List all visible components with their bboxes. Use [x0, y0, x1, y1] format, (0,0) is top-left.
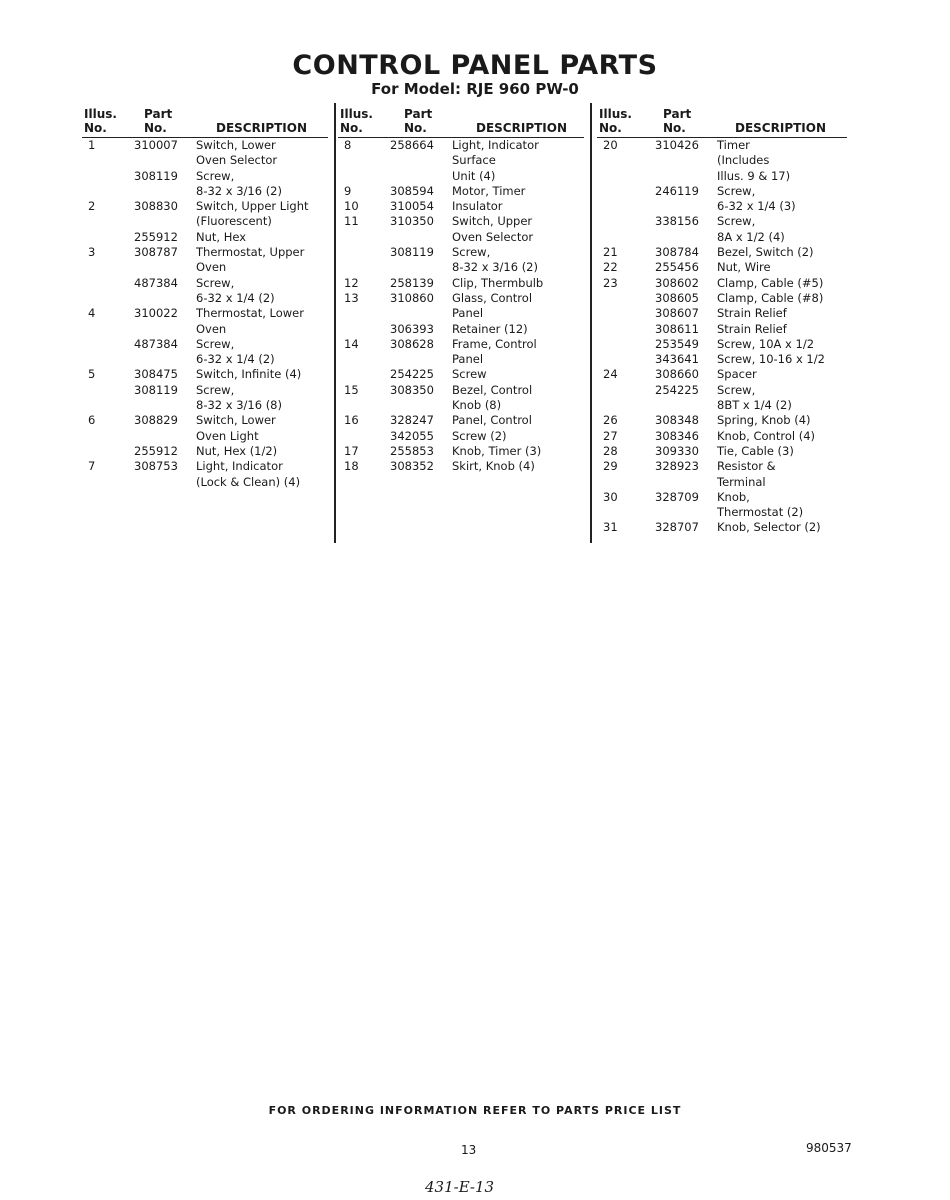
part-description: Surface	[452, 153, 496, 168]
part-no-header: No.	[663, 121, 686, 135]
handwritten-note: 431-E-13	[425, 1178, 495, 1196]
part-number: 310054	[390, 199, 434, 214]
model-subtitle: For Model: RJE 960 PW-0	[371, 80, 579, 98]
part-description: Glass, Control	[452, 290, 533, 305]
part-number: 308475	[134, 367, 178, 382]
table-row	[338, 352, 584, 367]
part-description: Light, Indicator	[452, 138, 539, 152]
part-description: Panel	[452, 306, 484, 321]
table-row	[338, 245, 584, 260]
part-description: 6-32 x 1/4 (2)	[196, 352, 275, 367]
part-description: Switch, Upper	[452, 214, 533, 229]
table-row	[82, 214, 328, 229]
illus-number: 24	[603, 367, 618, 382]
part-description: Knob, Control (4)	[717, 428, 815, 443]
part-number: 308352	[390, 459, 434, 474]
table-row	[597, 337, 847, 352]
part-number: 310350	[390, 214, 434, 229]
table-row	[597, 413, 847, 428]
part-number: 487384	[134, 336, 178, 351]
table-row	[338, 383, 584, 398]
part-number: 310007	[134, 138, 178, 152]
description-header: DESCRIPTION	[476, 121, 568, 135]
part-description: Knob, Selector (2)	[717, 520, 821, 535]
part-description: (Includes	[717, 153, 770, 168]
table-row	[338, 306, 584, 321]
part-description: Oven	[196, 260, 227, 275]
part-description: Screw	[452, 367, 487, 382]
part-description: Switch, Lower	[196, 138, 276, 152]
part-description: Unit (4)	[452, 168, 496, 183]
illus-number: 20	[603, 138, 618, 152]
table-row	[82, 459, 328, 474]
part-number: 308346	[655, 428, 699, 443]
table-row	[597, 322, 847, 337]
part-number: 487384	[134, 275, 178, 290]
parts-column-2	[338, 103, 584, 475]
illus-number: 11	[344, 214, 359, 229]
part-description: (Fluorescent)	[196, 214, 272, 229]
illus-number: 12	[344, 275, 359, 290]
table-row	[338, 214, 584, 229]
part-description: Screw,	[196, 168, 235, 183]
part-number: 308119	[134, 168, 178, 183]
illus-number: 1	[88, 138, 96, 152]
table-row	[597, 138, 847, 153]
illus-header: Illus.	[340, 107, 373, 121]
part-no-header: No.	[404, 121, 427, 135]
part-description: 8BT x 1/4 (2)	[717, 398, 792, 413]
illus-number: 2	[88, 199, 96, 214]
table-row	[597, 306, 847, 321]
table-row	[338, 199, 584, 214]
part-number: 308119	[390, 245, 434, 260]
part-description: Oven Light	[196, 428, 259, 443]
part-header: Part	[663, 107, 692, 121]
part-number: 255853	[390, 443, 434, 458]
illus-number: 22	[603, 260, 618, 275]
table-row	[338, 169, 584, 184]
table-row	[338, 276, 584, 291]
part-description: Screw,	[196, 336, 235, 351]
illus-number: 30	[603, 489, 618, 504]
part-description: Switch, Upper Light	[196, 199, 309, 214]
parts-list	[82, 138, 328, 490]
part-description: Motor, Timer	[452, 183, 526, 198]
part-description: 8-32 x 3/16 (2)	[196, 183, 282, 198]
table-row	[82, 352, 328, 367]
part-number: 308787	[134, 245, 178, 260]
part-number: 343641	[655, 352, 699, 367]
part-description: Screw, 10-16 x 1/2	[717, 352, 825, 367]
table-row	[597, 367, 847, 382]
illus-number: 16	[344, 413, 359, 428]
table-row	[597, 383, 847, 398]
part-description: Strain Relief	[717, 306, 787, 321]
parts-list	[338, 138, 584, 475]
part-number: 310860	[390, 290, 434, 305]
part-description: Resistor &	[717, 459, 776, 474]
table-row	[338, 138, 584, 153]
table-row	[597, 490, 847, 505]
part-description: Screw,	[452, 245, 491, 260]
part-number: 310022	[134, 306, 178, 321]
illus-header: Illus.	[84, 107, 117, 121]
table-row	[82, 475, 328, 490]
table-row	[82, 199, 328, 214]
description-header: DESCRIPTION	[735, 121, 827, 135]
part-header: Part	[404, 107, 433, 121]
table-row	[82, 245, 328, 260]
table-row	[338, 429, 584, 444]
illus-no-header: No.	[599, 121, 622, 135]
table-row	[338, 367, 584, 382]
table-row	[338, 398, 584, 413]
part-number: 308602	[655, 275, 699, 290]
table-row	[597, 429, 847, 444]
part-description: (Lock & Clean) (4)	[196, 474, 301, 489]
part-description: Switch, Lower	[196, 413, 276, 428]
parts-list	[597, 138, 847, 536]
part-number: 308753	[134, 459, 178, 474]
part-number: 255456	[655, 260, 699, 275]
part-description: Light, Indicator	[196, 459, 283, 474]
part-description: Strain Relief	[717, 321, 787, 336]
part-description: Clamp, Cable (#5)	[717, 275, 824, 290]
part-number: 308830	[134, 199, 178, 214]
part-description: Knob, Timer (3)	[452, 443, 542, 458]
illus-number: 3	[88, 245, 96, 260]
part-number: 254225	[655, 382, 699, 397]
illus-number: 13	[344, 290, 359, 305]
part-description: Knob (8)	[452, 398, 502, 413]
part-description: Spring, Knob (4)	[717, 413, 811, 428]
table-row	[597, 475, 847, 490]
part-number: 255912	[134, 229, 178, 244]
part-description: Nut, Wire	[717, 260, 771, 275]
part-description: Screw (2)	[452, 428, 507, 443]
table-row	[82, 322, 328, 337]
part-description: Thermostat, Upper	[196, 245, 305, 260]
part-number: 308348	[655, 413, 699, 428]
part-number: 255912	[134, 443, 178, 458]
column-divider	[590, 103, 592, 543]
illus-number: 6	[88, 413, 96, 428]
part-no-header: No.	[144, 121, 167, 135]
table-row	[82, 444, 328, 459]
table-row	[338, 291, 584, 306]
part-description: 8-32 x 3/16 (8)	[196, 398, 282, 413]
part-number: 308607	[655, 306, 699, 321]
part-number: 342055	[390, 428, 434, 443]
part-description: Screw,	[196, 275, 235, 290]
table-row	[338, 260, 584, 275]
part-number: 253549	[655, 336, 699, 351]
part-number: 246119	[655, 183, 699, 198]
table-row	[597, 184, 847, 199]
part-number: 308784	[655, 245, 699, 260]
table-row	[82, 138, 328, 153]
table-row	[338, 413, 584, 428]
part-description: Insulator	[452, 199, 503, 214]
table-row	[597, 230, 847, 245]
table-row	[82, 230, 328, 245]
part-description: Skirt, Knob (4)	[452, 459, 535, 474]
part-number: 308829	[134, 413, 178, 428]
document-number: 980537	[806, 1141, 852, 1155]
part-description: Knob,	[717, 489, 750, 504]
part-description: Illus. 9 & 17)	[717, 168, 791, 183]
part-number: 258139	[390, 275, 434, 290]
part-number: 308605	[655, 290, 699, 305]
table-row	[597, 214, 847, 229]
part-description: Nut, Hex	[196, 229, 247, 244]
illus-header: Illus.	[599, 107, 632, 121]
table-row	[82, 153, 328, 168]
part-number: 328707	[655, 520, 699, 535]
table-row	[338, 444, 584, 459]
part-number: 308628	[390, 336, 434, 351]
table-row	[82, 383, 328, 398]
part-description: Screw, 10A x 1/2	[717, 336, 815, 351]
illus-number: 17	[344, 443, 359, 458]
part-description: Panel, Control	[452, 413, 532, 428]
part-number: 258664	[390, 138, 434, 152]
parts-column-1	[82, 103, 328, 490]
part-number: 308611	[655, 321, 699, 336]
table-row	[597, 153, 847, 168]
table-row	[82, 184, 328, 199]
table-row	[597, 276, 847, 291]
part-number: 308119	[134, 382, 178, 397]
part-number: 310426	[655, 138, 699, 152]
table-row	[597, 520, 847, 535]
part-description: Oven Selector	[196, 153, 278, 168]
part-description: Screw,	[717, 183, 756, 198]
column-header	[597, 103, 847, 138]
ordering-note: FOR ORDERING INFORMATION REFER TO PARTS PRICE LIST	[268, 1104, 682, 1117]
table-row	[597, 199, 847, 214]
illus-number: 8	[344, 138, 352, 152]
table-row	[82, 337, 328, 352]
table-row	[82, 260, 328, 275]
part-description: 8A x 1/2 (4)	[717, 229, 785, 244]
part-description: Spacer	[717, 367, 757, 382]
table-row	[338, 184, 584, 199]
part-description: Retainer (12)	[452, 321, 528, 336]
part-description: Panel	[452, 352, 484, 367]
part-description: Terminal	[717, 474, 766, 489]
part-description: Switch, Infinite (4)	[196, 367, 302, 382]
illus-number: 14	[344, 336, 359, 351]
illus-number: 28	[603, 443, 618, 458]
part-description: 6-32 x 1/4 (2)	[196, 290, 275, 305]
table-row	[597, 398, 847, 413]
part-number: 308660	[655, 367, 699, 382]
table-row	[597, 459, 847, 474]
column-header	[82, 103, 328, 138]
illus-number: 21	[603, 245, 618, 260]
column-divider	[334, 103, 336, 543]
table-row	[597, 245, 847, 260]
parts-column-3	[597, 103, 847, 536]
table-row	[82, 413, 328, 428]
table-row	[338, 459, 584, 474]
part-description: Nut, Hex (1/2)	[196, 443, 278, 458]
part-number: 308350	[390, 382, 434, 397]
part-description: Screw,	[717, 214, 756, 229]
part-description: 8-32 x 3/16 (2)	[452, 260, 538, 275]
table-row	[597, 291, 847, 306]
table-row	[82, 429, 328, 444]
table-row	[338, 322, 584, 337]
illus-number: 10	[344, 199, 359, 214]
illus-number: 4	[88, 306, 96, 321]
table-row	[82, 367, 328, 382]
part-description: Clip, Thermbulb	[452, 275, 544, 290]
table-row	[82, 291, 328, 306]
table-row	[82, 169, 328, 184]
part-number: 306393	[390, 321, 434, 336]
illus-number: 31	[603, 520, 618, 535]
table-row	[338, 337, 584, 352]
illus-number: 5	[88, 367, 96, 382]
part-number: 328923	[655, 459, 699, 474]
part-description: Oven Selector	[452, 229, 534, 244]
part-number: 328709	[655, 489, 699, 504]
part-description: Bezel, Control	[452, 382, 533, 397]
table-row	[597, 260, 847, 275]
part-description: 6-32 x 1/4 (3)	[717, 199, 796, 214]
table-row	[82, 306, 328, 321]
part-description: Screw,	[196, 382, 235, 397]
part-header: Part	[144, 107, 173, 121]
table-row	[597, 444, 847, 459]
part-description: Thermostat (2)	[717, 505, 804, 520]
illus-number: 23	[603, 275, 618, 290]
part-description: Thermostat, Lower	[196, 306, 304, 321]
table-row	[597, 505, 847, 520]
table-row	[597, 169, 847, 184]
description-header: DESCRIPTION	[216, 121, 308, 135]
illus-number: 18	[344, 459, 359, 474]
table-row	[82, 398, 328, 413]
part-number: 308594	[390, 183, 434, 198]
part-description: Frame, Control	[452, 336, 537, 351]
table-row	[597, 352, 847, 367]
part-number: 338156	[655, 214, 699, 229]
part-description: Screw,	[717, 382, 756, 397]
part-description: Timer	[717, 138, 750, 152]
column-header	[338, 103, 584, 138]
illus-number: 15	[344, 382, 359, 397]
table-row	[82, 276, 328, 291]
part-number: 328247	[390, 413, 434, 428]
part-number: 309330	[655, 443, 699, 458]
page-number: 13	[461, 1143, 477, 1157]
illus-number: 29	[603, 459, 618, 474]
part-description: Bezel, Switch (2)	[717, 245, 814, 260]
illus-number: 27	[603, 428, 618, 443]
illus-no-header: No.	[340, 121, 363, 135]
part-number: 254225	[390, 367, 434, 382]
illus-number: 26	[603, 413, 618, 428]
page-title: CONTROL PANEL PARTS	[292, 50, 658, 81]
table-row	[338, 153, 584, 168]
table-row	[338, 230, 584, 245]
part-description: Tie, Cable (3)	[717, 443, 794, 458]
illus-number: 9	[344, 183, 352, 198]
part-description: Clamp, Cable (#8)	[717, 290, 824, 305]
illus-no-header: No.	[84, 121, 107, 135]
part-description: Oven	[196, 321, 227, 336]
illus-number: 7	[88, 459, 96, 474]
